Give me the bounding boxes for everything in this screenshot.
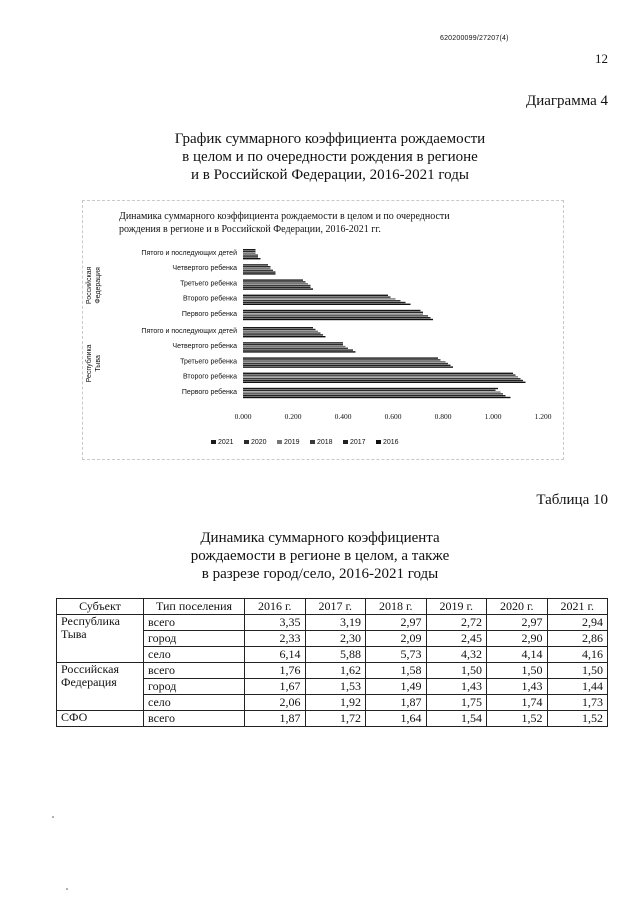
- legend-label: 2017: [350, 439, 366, 446]
- bar-2018: [243, 348, 348, 349]
- bar-2021: [243, 279, 303, 280]
- value-cell: 1,44: [547, 679, 608, 695]
- bar-2016: [243, 258, 261, 259]
- legend-swatch: [376, 440, 381, 444]
- bar-2021: [243, 357, 438, 358]
- bar-2020: [243, 281, 306, 282]
- legend-swatch: [211, 440, 216, 444]
- bar-2018: [243, 315, 428, 316]
- scan-speck: [52, 816, 54, 818]
- subject-name: Российская: [61, 662, 119, 676]
- settlement-type-cell: всего: [144, 663, 245, 679]
- table-row: [57, 663, 608, 679]
- legend-swatch: [343, 440, 348, 444]
- chart-container: [82, 200, 564, 460]
- legend-swatch: [310, 440, 315, 444]
- subject-name: Республика: [61, 614, 120, 628]
- bar-2016: [243, 273, 276, 274]
- column-header: 2020 г.: [487, 599, 548, 615]
- category-label: Пятого и последующих детей: [141, 328, 237, 335]
- bar-2020: [243, 296, 391, 297]
- value-cell: 1,67: [245, 679, 306, 695]
- x-tick-label: 0.400: [334, 412, 352, 421]
- value-cell: 1,53: [305, 679, 366, 695]
- group-label: Федерация: [95, 267, 102, 304]
- value-cell: 1,43: [487, 679, 548, 695]
- subject-cell: [57, 663, 144, 711]
- value-cell: 5,73: [366, 647, 427, 663]
- x-tick-label: 0.800: [434, 412, 452, 421]
- value-cell: 1,50: [547, 663, 608, 679]
- bar-2019: [243, 298, 396, 299]
- bar-2017: [243, 334, 323, 335]
- category-label: Четвертого ребенка: [172, 265, 237, 273]
- value-cell: 2,09: [366, 631, 427, 647]
- bar-2021: [243, 388, 498, 389]
- value-cell: 1,49: [366, 679, 427, 695]
- subject-name: Федерация: [61, 675, 117, 689]
- group-label: Российская: [86, 266, 93, 305]
- bar-2017: [243, 365, 451, 366]
- column-header: Субъект: [57, 599, 144, 615]
- bar-2021: [243, 295, 388, 296]
- x-tick-label: 1.200: [534, 412, 552, 421]
- diagram-label: Диаграмма 4: [525, 93, 608, 109]
- bar-2019: [243, 346, 346, 347]
- value-cell: 3,19: [305, 615, 366, 631]
- chart-title: Динамика суммарного коэффициента рождаемости в целом и по очередности: [119, 211, 450, 222]
- value-cell: 1,52: [547, 711, 608, 727]
- x-tick-label: 0.600: [384, 412, 402, 421]
- bar-2017: [243, 317, 431, 318]
- bar-2018: [243, 254, 258, 255]
- table-header-row: [57, 599, 608, 615]
- bar-2021: [243, 373, 513, 374]
- value-cell: 2,45: [426, 631, 487, 647]
- settlement-type-cell: всего: [144, 615, 245, 631]
- settlement-type-cell: город: [144, 679, 245, 695]
- value-cell: 1,75: [426, 695, 487, 711]
- value-cell: 1,87: [366, 695, 427, 711]
- value-cell: 2,86: [547, 631, 608, 647]
- column-header: 2019 г.: [426, 599, 487, 615]
- bar-2021: [243, 249, 256, 250]
- subject-cell: [57, 711, 144, 727]
- category-label: Второго ребенка: [183, 295, 237, 303]
- bar-2019: [243, 361, 446, 362]
- bar-2020: [243, 344, 343, 345]
- bar-2019: [243, 283, 308, 284]
- legend-swatch: [244, 440, 249, 444]
- bar-2018: [243, 393, 503, 394]
- table-heading: [150, 529, 490, 583]
- x-tick-label: 0.200: [284, 412, 302, 421]
- bar-2018: [243, 363, 448, 364]
- bar-2017: [243, 256, 258, 257]
- fertility-bar-chart: [83, 201, 563, 459]
- value-cell: 1,73: [547, 695, 608, 711]
- value-cell: 2,72: [426, 615, 487, 631]
- settlement-type-cell: всего: [144, 711, 245, 727]
- value-cell: 3,35: [245, 615, 306, 631]
- value-cell: 1,54: [426, 711, 487, 727]
- column-header: 2018 г.: [366, 599, 427, 615]
- value-cell: 4,16: [547, 647, 608, 663]
- value-cell: 1,52: [487, 711, 548, 727]
- category-label: Третьего ребенка: [180, 358, 237, 366]
- bar-2021: [243, 342, 343, 343]
- value-cell: 1,58: [366, 663, 427, 679]
- bar-2017: [243, 395, 506, 396]
- subject-name: СФО: [61, 710, 88, 724]
- fertility-table: [56, 598, 608, 727]
- settlement-type-cell: село: [144, 695, 245, 711]
- bar-2019: [243, 331, 318, 332]
- value-cell: 2,30: [305, 631, 366, 647]
- column-header: 2021 г.: [547, 599, 608, 615]
- chart-heading: [120, 130, 540, 184]
- bar-2019: [243, 391, 501, 392]
- category-label: Третьего ребенка: [180, 280, 237, 288]
- bar-2019: [243, 268, 271, 269]
- bar-2016: [243, 304, 411, 305]
- table-body: [57, 615, 608, 727]
- column-header: 2017 г.: [305, 599, 366, 615]
- bar-2016: [243, 397, 511, 398]
- value-cell: 1,50: [426, 663, 487, 679]
- bar-2016: [243, 382, 526, 383]
- bar-2020: [243, 266, 271, 267]
- value-cell: 2,94: [547, 615, 608, 631]
- chart-heading-line: в целом и по очередности рождения в регионе: [182, 149, 478, 165]
- value-cell: 5,88: [305, 647, 366, 663]
- bar-2020: [243, 359, 441, 360]
- group-label: Республика: [86, 344, 93, 383]
- bar-2019: [243, 313, 423, 314]
- chart-heading-line: График суммарного коэффициента рождаемости: [174, 131, 486, 147]
- column-header: 2016 г.: [245, 599, 306, 615]
- bar-2021: [243, 310, 421, 311]
- category-label: Четвертого ребенка: [172, 343, 237, 351]
- bar-2019: [243, 376, 518, 377]
- bar-2016: [243, 336, 326, 337]
- table-heading-line: рождаемости в регионе в целом, а также: [190, 548, 450, 564]
- legend-label: 2018: [317, 439, 333, 446]
- legend-swatch: [277, 440, 282, 444]
- value-cell: 2,90: [487, 631, 548, 647]
- group-label: Тыва: [95, 355, 102, 372]
- bar-2021: [243, 264, 268, 265]
- chart-title: рождения в регионе и в Российской Федерации, 2016-2021 гг.: [119, 224, 381, 235]
- value-cell: 6,14: [245, 647, 306, 663]
- bar-2020: [243, 312, 423, 313]
- category-label: Второго ребенка: [183, 373, 237, 381]
- bar-2018: [243, 285, 311, 286]
- value-cell: 2,33: [245, 631, 306, 647]
- value-cell: 1,64: [366, 711, 427, 727]
- subject-name: Тыва: [61, 627, 87, 641]
- legend-label: 2020: [251, 439, 267, 446]
- value-cell: 1,43: [426, 679, 487, 695]
- bar-2019: [243, 253, 256, 254]
- subject-cell: [57, 615, 144, 663]
- x-tick-label: 0.000: [234, 412, 252, 421]
- table-row: [57, 711, 608, 727]
- bar-2016: [243, 366, 453, 367]
- value-cell: 2,97: [366, 615, 427, 631]
- value-cell: 4,14: [487, 647, 548, 663]
- bar-2017: [243, 287, 311, 288]
- page-number: 12: [595, 51, 608, 66]
- settlement-type-cell: город: [144, 631, 245, 647]
- bar-2020: [243, 374, 516, 375]
- bar-2018: [243, 270, 273, 271]
- document-registration-code: 620200099/27207(4): [440, 35, 509, 42]
- value-cell: 4,32: [426, 647, 487, 663]
- legend-label: 2019: [284, 439, 300, 446]
- bar-2018: [243, 332, 321, 333]
- bar-2020: [243, 390, 496, 391]
- category-label: Первого ребенка: [181, 310, 237, 318]
- value-cell: 1,50: [487, 663, 548, 679]
- value-cell: 1,74: [487, 695, 548, 711]
- bar-2017: [243, 349, 353, 350]
- bar-2016: [243, 319, 433, 320]
- legend-label: 2021: [218, 439, 234, 446]
- bar-2021: [243, 327, 313, 328]
- category-label: Первого ребенка: [181, 388, 237, 396]
- value-cell: 2,97: [487, 615, 548, 631]
- scan-speck: [66, 888, 68, 890]
- bar-2016: [243, 351, 356, 352]
- bar-2018: [243, 378, 521, 379]
- category-label: Пятого и последующих детей: [141, 250, 237, 257]
- table-heading-line: в разрезе город/село, 2016-2021 годы: [201, 566, 439, 582]
- bar-2018: [243, 300, 401, 301]
- legend-label: 2016: [383, 439, 399, 446]
- bar-2020: [243, 251, 256, 252]
- table-heading-line: Динамика суммарного коэффициента: [200, 530, 440, 546]
- value-cell: 2,06: [245, 695, 306, 711]
- chart-heading-line: и в Российской Федерации, 2016-2021 годы: [191, 167, 469, 183]
- bar-2017: [243, 380, 523, 381]
- value-cell: 1,76: [245, 663, 306, 679]
- value-cell: 1,92: [305, 695, 366, 711]
- table-label: Таблица 10: [536, 492, 608, 508]
- bar-2017: [243, 302, 406, 303]
- value-cell: 1,62: [305, 663, 366, 679]
- settlement-type-cell: село: [144, 647, 245, 663]
- column-header: Тип поселения: [144, 599, 245, 615]
- value-cell: 1,72: [305, 711, 366, 727]
- x-tick-label: 1.000: [484, 412, 502, 421]
- bar-2020: [243, 329, 316, 330]
- table-row: [57, 615, 608, 631]
- value-cell: 1,87: [245, 711, 306, 727]
- bar-2017: [243, 271, 276, 272]
- bar-2016: [243, 288, 313, 289]
